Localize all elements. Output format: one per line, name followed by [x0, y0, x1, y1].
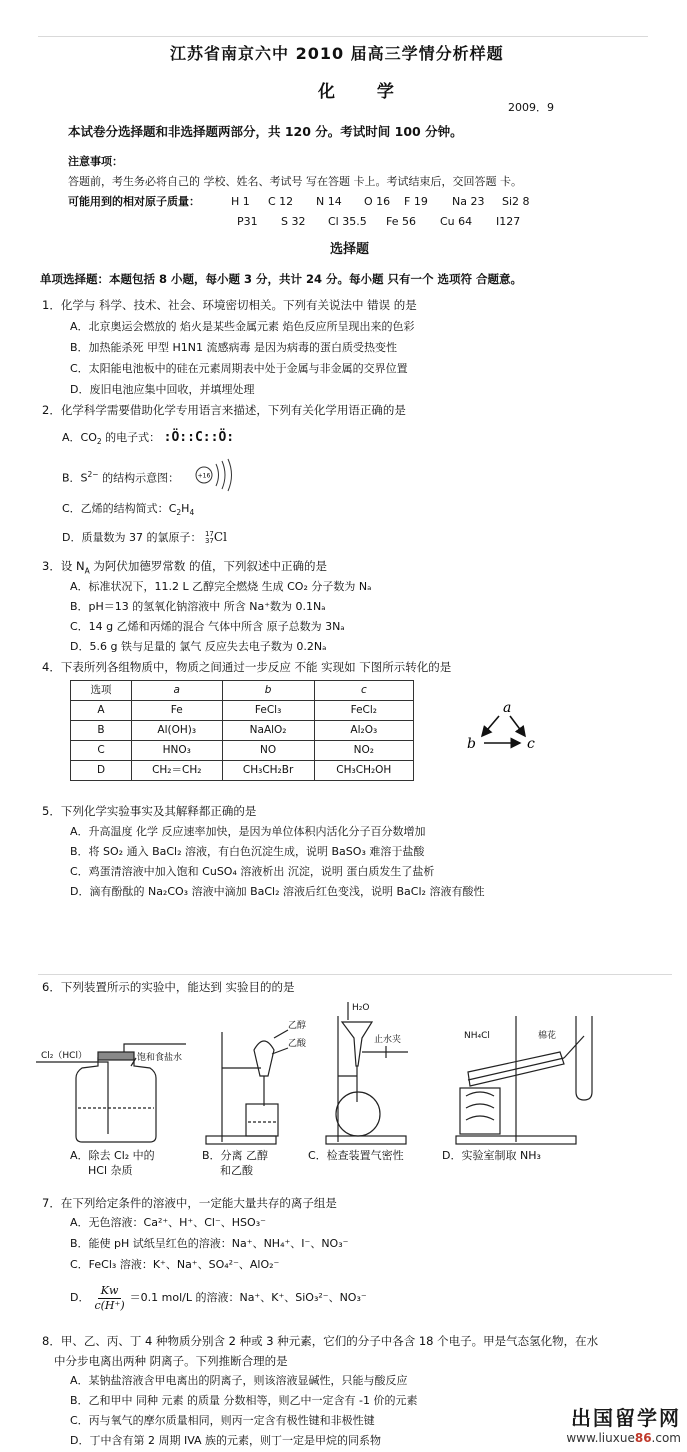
atomic-mass-p: P31 [237, 215, 258, 228]
q4-th-c: c [314, 681, 413, 701]
q3-option-c: C．14 g 乙烯和丙烯的混合 气体中所含 原子总数为 3Nₐ [70, 620, 345, 633]
q4-cell: C [71, 741, 132, 761]
q6-caption-b-line1: B．分离 乙醇 [202, 1149, 269, 1162]
q4-cell: Fe [132, 701, 223, 721]
q1-option-a: A．北京奥运会燃放的 焰火是某些金属元素 焰色反应所呈现出来的色彩 [70, 320, 415, 333]
q1-option-b: B．加热能杀死 甲型 H1N1 流感病毒 是因为病毒的蛋白质受热变性 [70, 341, 398, 354]
q7-stem: 7．在下列给定条件的溶液中，一定能大量共存的离子组是 [42, 1196, 337, 1210]
q2-c-sub2: 4 [189, 508, 195, 518]
notice-text: 答题前，考生务必将自己的 学校、姓名、考试号 写在答题 卡上。考试结束后，交回答题 卡。 [68, 175, 522, 188]
atomic-mass-label: 可能用到的相对原子质量： [68, 195, 200, 208]
q4-cell: Al(OH)₃ [132, 721, 223, 741]
q6-apparatus-figures [36, 996, 676, 1146]
q1-option-c: C．太阳能电池板中的硅在元素周期表中处于金属与非金属的交界位置 [70, 362, 408, 375]
q8-stem-line2: 中分步电离出两种 阴离子。下列推断合理的是 [54, 1354, 288, 1368]
q2-d-nuclide-numbers [205, 531, 214, 545]
q2-d-text: D．质量数为 37 的氯原子： [62, 531, 202, 544]
q4-cell: A [71, 701, 132, 721]
watermark-url-prefix: www.liuxue [566, 1431, 635, 1445]
q1-stem: 1．化学与 科学、技术、社会、环境密切相关。下列有关说法中 错误 的是 [42, 298, 417, 312]
intro-text: 本试卷分选择题和非选择题两部分，共 120 分。考试时间 100 分钟。 [68, 124, 463, 139]
watermark-url [566, 1431, 681, 1446]
q2-d-top: 17 [204, 530, 214, 538]
q7-option-d [70, 1284, 367, 1313]
q6-label-gas-in: Cl₂（HCl） [41, 1051, 87, 1061]
atomic-mass-s: S 32 [281, 215, 306, 228]
q4-th-a: a [132, 681, 223, 701]
q6-caption-d: D．实验室制取 NH₃ [442, 1149, 541, 1162]
q3-option-b: B．pH＝13 的氢氧化钠溶液中 所含 Na⁺数为 0.1Nₐ [70, 600, 326, 613]
q4-cell: FeCl₃ [222, 701, 314, 721]
q3-option-a: A．标准状况下，11.2 L 乙醇完全燃烧 生成 CO₂ 分子数为 Nₐ [70, 580, 372, 593]
q2-option-a [62, 430, 234, 447]
q4-diagram-b: b [467, 736, 476, 752]
q6-label-water: H₂O [352, 1003, 370, 1013]
notice-label: 注意事项： [68, 155, 123, 168]
q4-diagram-c: c [527, 736, 535, 752]
q6-stem: 6．下列装置所示的实验中，能达到 实验目的的是 [42, 980, 295, 994]
q2-a-rest: 的电子式： [101, 431, 161, 444]
q6-label-brine: 饱和食盐水 [137, 1053, 183, 1063]
q2-option-b [62, 470, 179, 485]
q2-c-h: H [181, 502, 190, 515]
q6-label-clamp: 止水夹 [374, 1035, 402, 1045]
q8-stem-line1: 8．甲、乙、丙、丁 4 种物质分别含 2 种或 3 种元素，它们的分子中各含 18 个电子。甲是气态氢化物，在水 [42, 1334, 599, 1348]
q5-option-b: B．将 SO₂ 通入 BaCl₂ 溶液，有白色沉淀生成，说明 BaSO₃ 难溶于盐酸 [70, 845, 425, 858]
subject-title: 化 学 [318, 82, 412, 102]
watermark-url-mid: 86 [634, 1431, 652, 1445]
q4-th-b: b [222, 681, 314, 701]
q6-caption-a [70, 1148, 155, 1179]
q3-stem [42, 559, 327, 576]
q3-stem-sub: A [84, 566, 90, 576]
apparatus-b-separating-funnel [206, 1030, 288, 1144]
table-row [71, 741, 414, 761]
atomic-mass-fe: Fe 56 [386, 215, 416, 228]
q4-cell: FeCl₂ [314, 701, 413, 721]
atomic-mass-cu: Cu 64 [440, 215, 473, 228]
atomic-mass-h: H 1 [231, 195, 250, 208]
q4-table [70, 680, 414, 781]
q2-c-text: C．乙烯的结构简式： [62, 502, 169, 515]
q7-d-rest: ＝0.1 mol/L 的溶液：Na⁺、K⁺、SiO₃²⁻、NO₃⁻ [129, 1291, 367, 1305]
section-title: 选择题 [330, 242, 370, 257]
q2-a-formula: :Ö::C::Ö: [163, 430, 235, 445]
atomic-mass-cl: Cl 35.5 [328, 215, 367, 228]
q4-cell: B [71, 721, 132, 741]
q6-label-ethanol: 乙醇 [288, 1021, 307, 1031]
q2-c-formula: C [168, 502, 177, 515]
q4-stem: 4．下表所列各组物质中，物质之间通过一步反应 不能 实现如 下图所示转化的是 [42, 660, 452, 674]
q7-d-fraction [92, 1284, 126, 1313]
q2-b-nucleus: +16 [197, 472, 211, 480]
q5-option-c: C．鸡蛋清溶液中加入饱和 CuSO₄ 溶液析出 沉淀，说明 蛋白质发生了盐析 [70, 865, 435, 878]
q5-option-a: A．升高温度 化学 反应速率加快，是因为单位体积内活化分子百分数增加 [70, 825, 426, 838]
q4-cell: Al₂O₃ [314, 721, 413, 741]
q4-cell: CH₂＝CH₂ [132, 761, 223, 781]
apparatus-c-airtightness-check [326, 1002, 408, 1144]
q7-option-b: B．能使 pH 试纸呈红色的溶液：Na⁺、NH₄⁺、I⁻、NO₃⁻ [70, 1237, 349, 1250]
q2-stem: 2．化学科学需要借助化学专用语言来描述，下列有关化学用语正确的是 [42, 403, 406, 417]
q6-caption-b [202, 1148, 268, 1179]
q1-option-d: D．废旧电池应集中回收，并填埋处理 [70, 383, 255, 396]
q6-caption-b-line2: 和乙酸 [220, 1164, 253, 1178]
q4-table-header [71, 681, 414, 701]
q2-b-label: B．S [62, 471, 88, 485]
page-title: 江苏省南京六中 2010 届高三学情分析样题 [170, 44, 504, 63]
atomic-mass-c: C 12 [268, 195, 294, 208]
watermark-url-suffix: .com [651, 1431, 681, 1445]
q2-option-d [62, 530, 227, 545]
atomic-mass-o: O 16 [364, 195, 391, 208]
q4-cell: NO [222, 741, 314, 761]
q4-cell: D [71, 761, 132, 781]
q4-diagram-a: a [503, 700, 512, 716]
q7-option-a: A．无色溶液：Ca²⁺、H⁺、Cl⁻、HSO₃⁻ [70, 1216, 266, 1229]
q2-d-symbol: Cl [213, 530, 227, 544]
q4-cell: NaAlO₂ [222, 721, 314, 741]
q7-option-c: C．FeCl₃ 溶液：K⁺、Na⁺、SO₄²⁻、AlO₂⁻ [70, 1258, 280, 1271]
atomic-mass-n: N 14 [316, 195, 342, 208]
q3-stem-start: 3．设 N [42, 559, 85, 573]
q2-d-bottom: 37 [204, 537, 214, 545]
q7-d-denominator: c(H⁺) [94, 1298, 125, 1312]
atomic-mass-si: Si2 8 [502, 195, 530, 208]
q7-d-label: D． [70, 1291, 90, 1305]
watermark-site-name: 出国留学网 [571, 1406, 681, 1430]
atomic-mass-f: F 19 [404, 195, 428, 208]
q6-label-acetic: 乙酸 [288, 1039, 307, 1049]
q6-label-nh4cl: NH₄Cl [464, 1031, 490, 1041]
q8-option-b: B．乙和甲中 同种 元素 的质量 分数相等，则乙中一定含有 -1 价的元素 [70, 1394, 418, 1407]
atomic-mass-na: Na 23 [452, 195, 485, 208]
q8-option-d: D．丁中含有第 2 周期 IVA 族的元素，则丁一定是甲烷的同系物 [70, 1434, 382, 1447]
q2-b-rest: 的结构示意图： [98, 471, 180, 485]
q2-b-sup: 2− [87, 470, 99, 479]
q3-stem-rest: 为阿伏加德罗常数 的值，下列叙述中正确的是 [89, 559, 328, 573]
site-watermark [566, 1406, 681, 1446]
q4-cell: NO₂ [314, 741, 413, 761]
q5-stem: 5．下列化学实验事实及其解释都正确的是 [42, 804, 257, 818]
q4-cell: CH₃CH₂Br [222, 761, 314, 781]
top-rule [38, 36, 648, 37]
section-instruction: 单项选择题：本题包括 8 小题，每小题 3 分，共计 24 分。每小题 只有一个 选项符 合题意。 [40, 272, 523, 286]
q4-cell: HNO₃ [132, 741, 223, 761]
q5-option-d: D．滴有酚酞的 Na₂CO₃ 溶液中滴加 BaCl₂ 溶液后红色变浅，说明 BaCl₂ 溶液有酸性 [70, 885, 485, 898]
q2-a-label: A．CO [62, 431, 97, 444]
q2-option-c [62, 502, 194, 518]
q6-caption-a-line2: HCl 杂质 [88, 1164, 133, 1178]
q4-th-option: 选项 [71, 681, 132, 701]
q2-c-sub1: 2 [176, 508, 182, 518]
q4-conversion-triangle-diagram [462, 700, 542, 760]
table-row [71, 721, 414, 741]
atomic-mass-i: I127 [496, 215, 521, 228]
q6-label-cotton: 棉花 [538, 1031, 557, 1041]
q8-option-c: C．丙与氧气的摩尔质量相同，则丙一定含有极性键和非极性键 [70, 1414, 375, 1427]
q8-option-a: A．某钠盐溶液含甲电离出的阴离子，则该溶液显碱性，只能与酸反应 [70, 1374, 408, 1387]
table-row [71, 701, 414, 721]
page-divider [38, 974, 672, 975]
exam-date: 2009．9 [508, 101, 554, 114]
q4-cell: CH₃CH₂OH [314, 761, 413, 781]
q3-option-d: D．5.6 g 铁与足量的 氯气 反应失去电子数为 0.2Nₐ [70, 640, 327, 653]
q2-a-sub: 2 [96, 437, 102, 447]
table-row [71, 761, 414, 781]
q6-caption-a-line1: A．除去 Cl₂ 中的 [70, 1149, 155, 1162]
sulfur-ion-structure-diagram [194, 458, 234, 492]
q7-d-numerator: Kw [98, 1284, 122, 1299]
q6-caption-c: C．检查装置气密性 [308, 1149, 404, 1162]
